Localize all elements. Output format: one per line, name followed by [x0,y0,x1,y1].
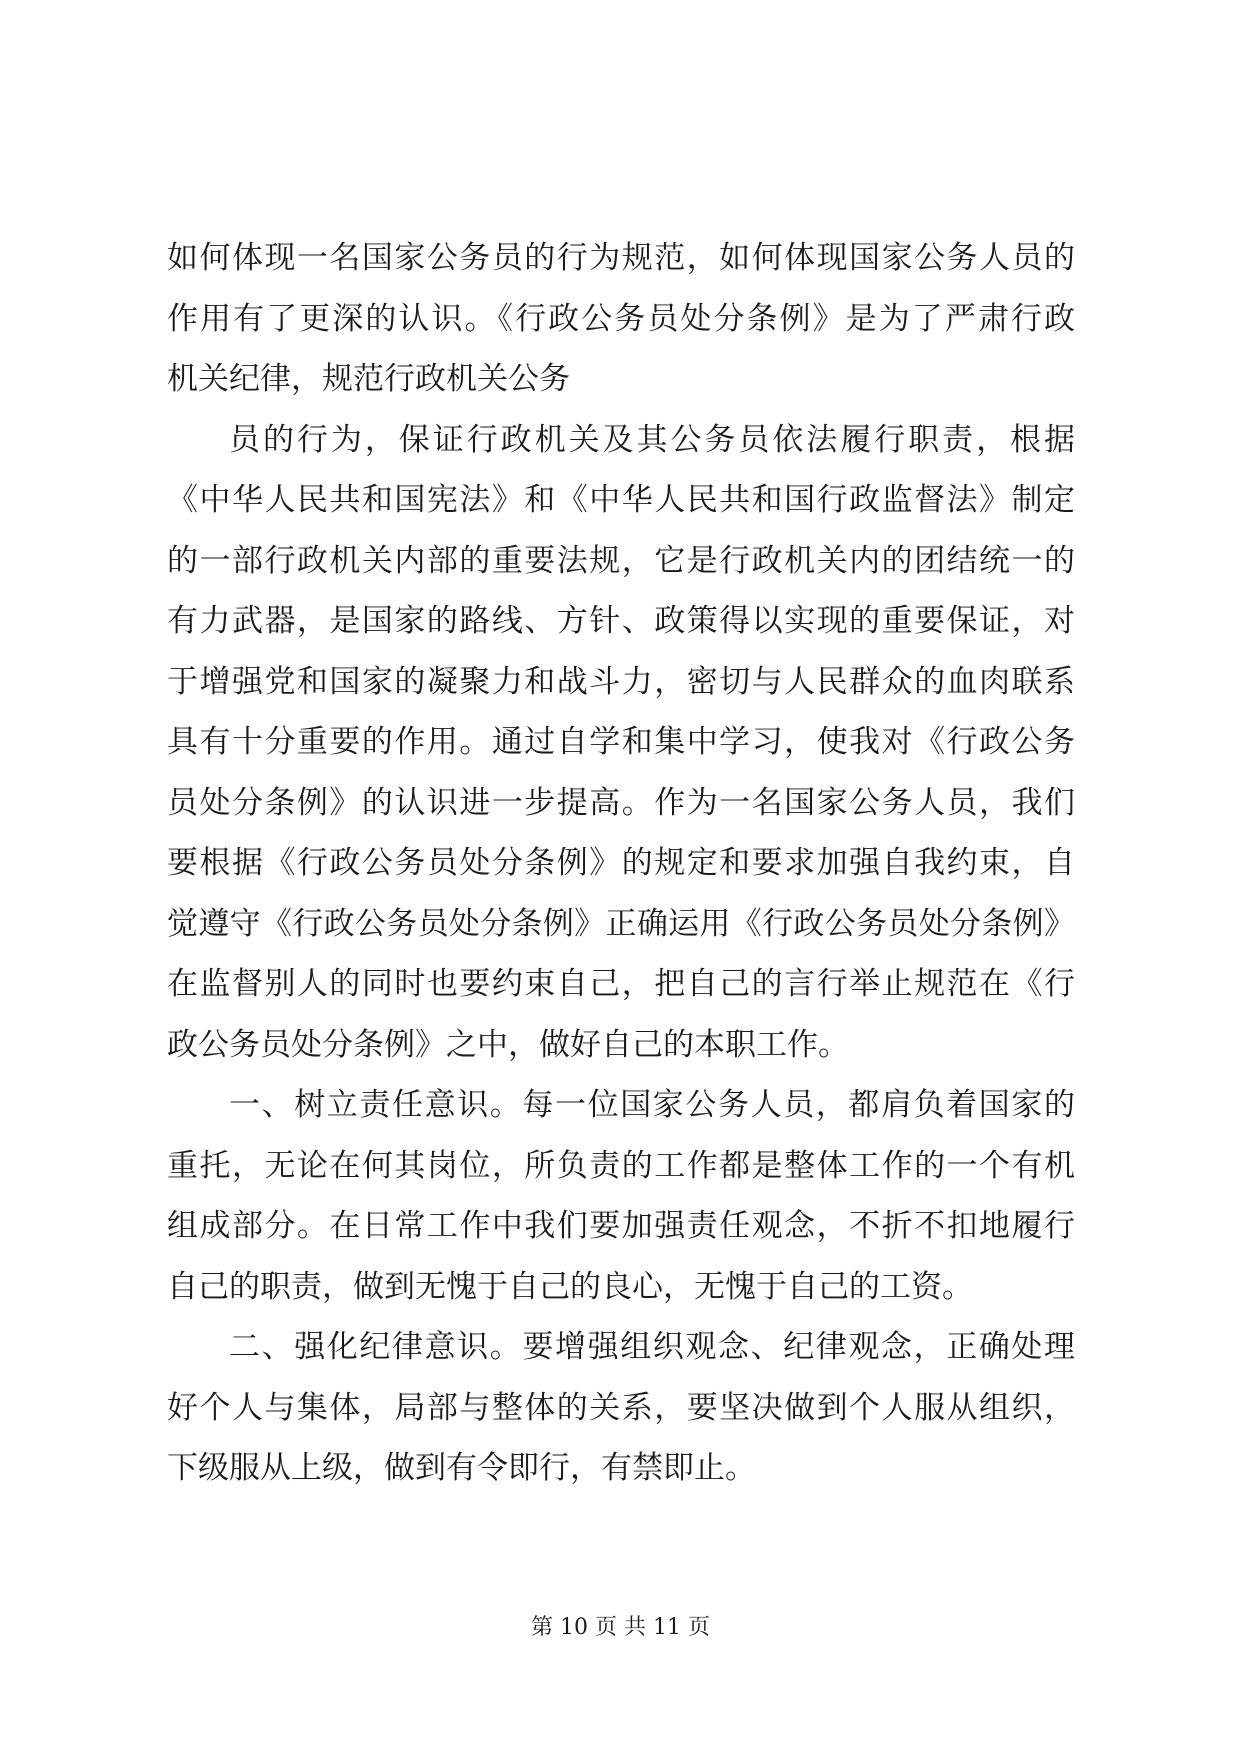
page-number-footer: 第 10 页 共 11 页 [531,1615,710,1640]
text-line: 如何体现一名国家公务员的行为规范，如何体现国家公务人员的 [167,240,1075,276]
text-line: 要根据《行政公务员处分条例》的规定和要求加强自我约束，自 [167,845,1075,881]
text-line: 自己的职责，做到无愧于自己的良心，无愧于自己的工资。 [167,1268,973,1305]
text-line: 好个人与集体，局部与整体的关系，要坚决做到个人服从组织， [167,1389,1075,1426]
text-line: 政公务员处分条例》之中，做好自己的本职工作。 [167,1026,849,1063]
text-line: 有力武器，是国家的路线、方针、政策得以实现的重要保证，对 [167,603,1075,639]
text-line: 的一部行政机关内部的重要法规，它是行政机关内的团结统一的 [167,542,1075,579]
text-line: 机关纪律，规范行政机关公务 [167,361,570,397]
text-line: 组成部分。在日常工作中我们要加强责任观念，不折不扣地履行 [167,1208,1075,1244]
text-line: 重托，无论在何其岗位，所负责的工作都是整体工作的一个有机 [167,1147,1075,1184]
text-line: 具有十分重要的作用。通过自学和集中学习，使我对《行政公务 [167,724,1075,760]
text-line: 于增强党和国家的凝聚力和战斗力，密切与人民群众的血肉联系 [167,663,1075,700]
text-line: 二、强化纪律意识。要增强组织观念、纪律观念，正确处理 [229,1329,1075,1365]
text-line: 《中华人民共和国宪法》和《中华人民共和国行政监督法》制定 [167,482,1075,518]
text-line: 一、树立责任意识。每一位国家公务人员，都肩负着国家的 [229,1087,1075,1123]
paragraph-continuation [167,228,1075,410]
text-line: 在监督别人的同时也要约束自己，把自己的言行举止规范在《行 [167,966,1075,1002]
text-line: 作用有了更深的认识。《行政公务员处分条例》是为了严肃行政 [167,300,1075,337]
text-line: 下级服从上级，做到有令即行，有禁即止。 [167,1450,756,1486]
document-body [167,228,1075,1499]
text-line: 觉遵守《行政公务员处分条例》正确运用《行政公务员处分条例》 [167,905,1075,942]
paragraph-regulation-overview [167,410,1075,1076]
paragraph-discipline [167,1317,1075,1499]
text-line: 员处分条例》的认识进一步提高。作为一名国家公务人员，我们 [167,784,1075,821]
text-line: 员的行为，保证行政机关及其公务员依法履行职责，根据 [229,421,1075,458]
paragraph-responsibility [167,1075,1075,1317]
